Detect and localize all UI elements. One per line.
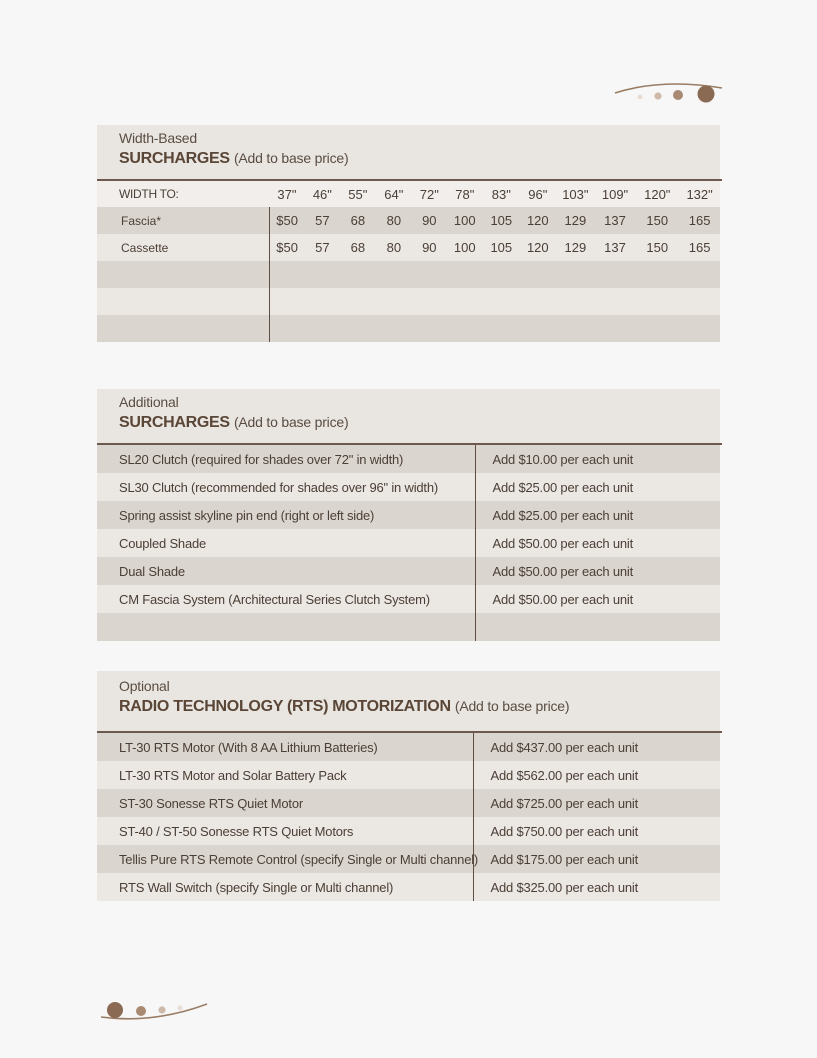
item-price: Add $562.00 per each unit: [473, 761, 720, 789]
price-cell: 137: [595, 234, 636, 261]
rts-motorization-section: [97, 671, 720, 901]
item-price: Add $50.00 per each unit: [475, 557, 720, 585]
price-cell: 90: [412, 234, 446, 261]
item-description: ST-30 Sonesse RTS Quiet Motor: [97, 789, 473, 817]
price-cell: 105: [483, 234, 520, 261]
section-subtitle: Optional: [119, 678, 170, 694]
price-cell: 100: [447, 207, 484, 234]
item-price: Add $437.00 per each unit: [473, 733, 720, 761]
section-title: [119, 695, 720, 718]
table-row: [97, 789, 720, 817]
price-cell: 150: [635, 207, 679, 234]
price-cell: 105: [483, 207, 520, 234]
table-row: [97, 733, 720, 761]
item-price: Add $50.00 per each unit: [475, 585, 720, 613]
section-title: [119, 147, 720, 170]
width-header-cell: 103": [556, 181, 595, 207]
price-cell: 165: [679, 234, 720, 261]
width-header-cell: 83": [483, 181, 520, 207]
price-cell: 90: [412, 207, 446, 234]
width-surcharges-section: [97, 125, 720, 342]
table-row: [97, 873, 720, 901]
item-price: Add $325.00 per each unit: [473, 873, 720, 901]
width-header-cell: 72": [412, 181, 446, 207]
table-row: [97, 557, 720, 585]
section-title-note: (Add to base price): [233, 150, 349, 166]
item-description: SL20 Clutch (required for shades over 72" in width): [97, 445, 475, 473]
empty-cell: [97, 261, 269, 288]
item-description: Spring assist skyline pin end (right or left side): [97, 501, 475, 529]
dots-swoosh-icon: [98, 998, 210, 1024]
empty-cell: [269, 315, 720, 342]
empty-cell: [269, 261, 720, 288]
rts-motorization-table: [97, 733, 720, 901]
item-price: Add $25.00 per each unit: [475, 501, 720, 529]
row-label: Fascia*: [97, 207, 269, 234]
item-price: Add $725.00 per each unit: [473, 789, 720, 817]
section-title: [119, 411, 720, 434]
additional-surcharges-header: [97, 389, 720, 443]
item-price: Add $750.00 per each unit: [473, 817, 720, 845]
item-price: Add $175.00 per each unit: [473, 845, 720, 873]
section-title-text: SURCHARGES: [119, 414, 230, 431]
price-cell: 165: [679, 207, 720, 234]
table-row: [97, 529, 720, 557]
width-header-cell: 64": [376, 181, 413, 207]
price-cell: $50: [269, 207, 304, 234]
table-row: [97, 501, 720, 529]
price-cell: 150: [635, 234, 679, 261]
item-description: LT-30 RTS Motor and Solar Battery Pack: [97, 761, 473, 789]
width-header-cell: 132": [679, 181, 720, 207]
empty-cell: [97, 315, 269, 342]
price-cell: 68: [340, 207, 375, 234]
width-header-cell: 55": [340, 181, 375, 207]
price-cell: 120: [520, 234, 557, 261]
item-description: RTS Wall Switch (specify Single or Multi channel): [97, 873, 473, 901]
width-surcharges-header: [97, 125, 720, 179]
table-row: [97, 585, 720, 613]
width-header-cell: 37": [269, 181, 304, 207]
item-description: LT-30 RTS Motor (With 8 AA Lithium Batteries): [97, 733, 473, 761]
table-row: [97, 761, 720, 789]
empty-row: [97, 261, 720, 288]
section-subtitle: Additional: [119, 394, 179, 410]
empty-cell: [97, 288, 269, 315]
additional-surcharges-section: [97, 389, 720, 641]
empty-cell: [97, 613, 475, 641]
item-description: ST-40 / ST-50 Sonesse RTS Quiet Motors: [97, 817, 473, 845]
section-title-text: RADIO TECHNOLOGY (RTS) MOTORIZATION: [119, 698, 451, 715]
item-price: Add $25.00 per each unit: [475, 473, 720, 501]
price-cell: 57: [305, 234, 340, 261]
price-cell: $50: [269, 234, 304, 261]
width-header-cell: 120": [635, 181, 679, 207]
width-header-cell: 109": [595, 181, 636, 207]
price-cell: 80: [376, 234, 413, 261]
section-title-note: (Add to base price): [233, 414, 349, 430]
empty-row: [97, 288, 720, 315]
section-subtitle: Width-Based: [119, 130, 197, 146]
width-header-row: [97, 181, 720, 207]
row-label: Cassette: [97, 234, 269, 261]
rts-motorization-header: [97, 671, 720, 731]
table-row: [97, 207, 720, 234]
width-header-label: WIDTH TO:: [97, 181, 269, 207]
additional-surcharge-table: [97, 445, 720, 641]
width-header-cell: 46": [305, 181, 340, 207]
empty-row: [97, 315, 720, 342]
dots-swoosh-icon: [612, 78, 724, 108]
width-header-cell: 96": [520, 181, 557, 207]
empty-cell: [269, 288, 720, 315]
table-row: [97, 234, 720, 261]
item-description: SL30 Clutch (recommended for shades over 96" in width): [97, 473, 475, 501]
item-price: Add $50.00 per each unit: [475, 529, 720, 557]
table-row: [97, 445, 720, 473]
price-cell: 100: [447, 234, 484, 261]
price-cell: 120: [520, 207, 557, 234]
table-row: [97, 473, 720, 501]
price-cell: 129: [556, 207, 595, 234]
item-description: CM Fascia System (Architectural Series Clutch System): [97, 585, 475, 613]
price-cell: 137: [595, 207, 636, 234]
price-cell: 129: [556, 234, 595, 261]
empty-cell: [475, 613, 720, 641]
section-title-text: SURCHARGES: [119, 150, 230, 167]
empty-row: [97, 613, 720, 641]
price-cell: 68: [340, 234, 375, 261]
price-cell: 80: [376, 207, 413, 234]
item-description: Coupled Shade: [97, 529, 475, 557]
width-surcharge-table: [97, 181, 720, 342]
table-row: [97, 845, 720, 873]
width-header-cell: 78": [447, 181, 484, 207]
item-description: Tellis Pure RTS Remote Control (specify Single or Multi channel): [97, 845, 473, 873]
item-description: Dual Shade: [97, 557, 475, 585]
item-price: Add $10.00 per each unit: [475, 445, 720, 473]
table-row: [97, 817, 720, 845]
price-cell: 57: [305, 207, 340, 234]
section-title-note: (Add to base price): [454, 698, 570, 714]
